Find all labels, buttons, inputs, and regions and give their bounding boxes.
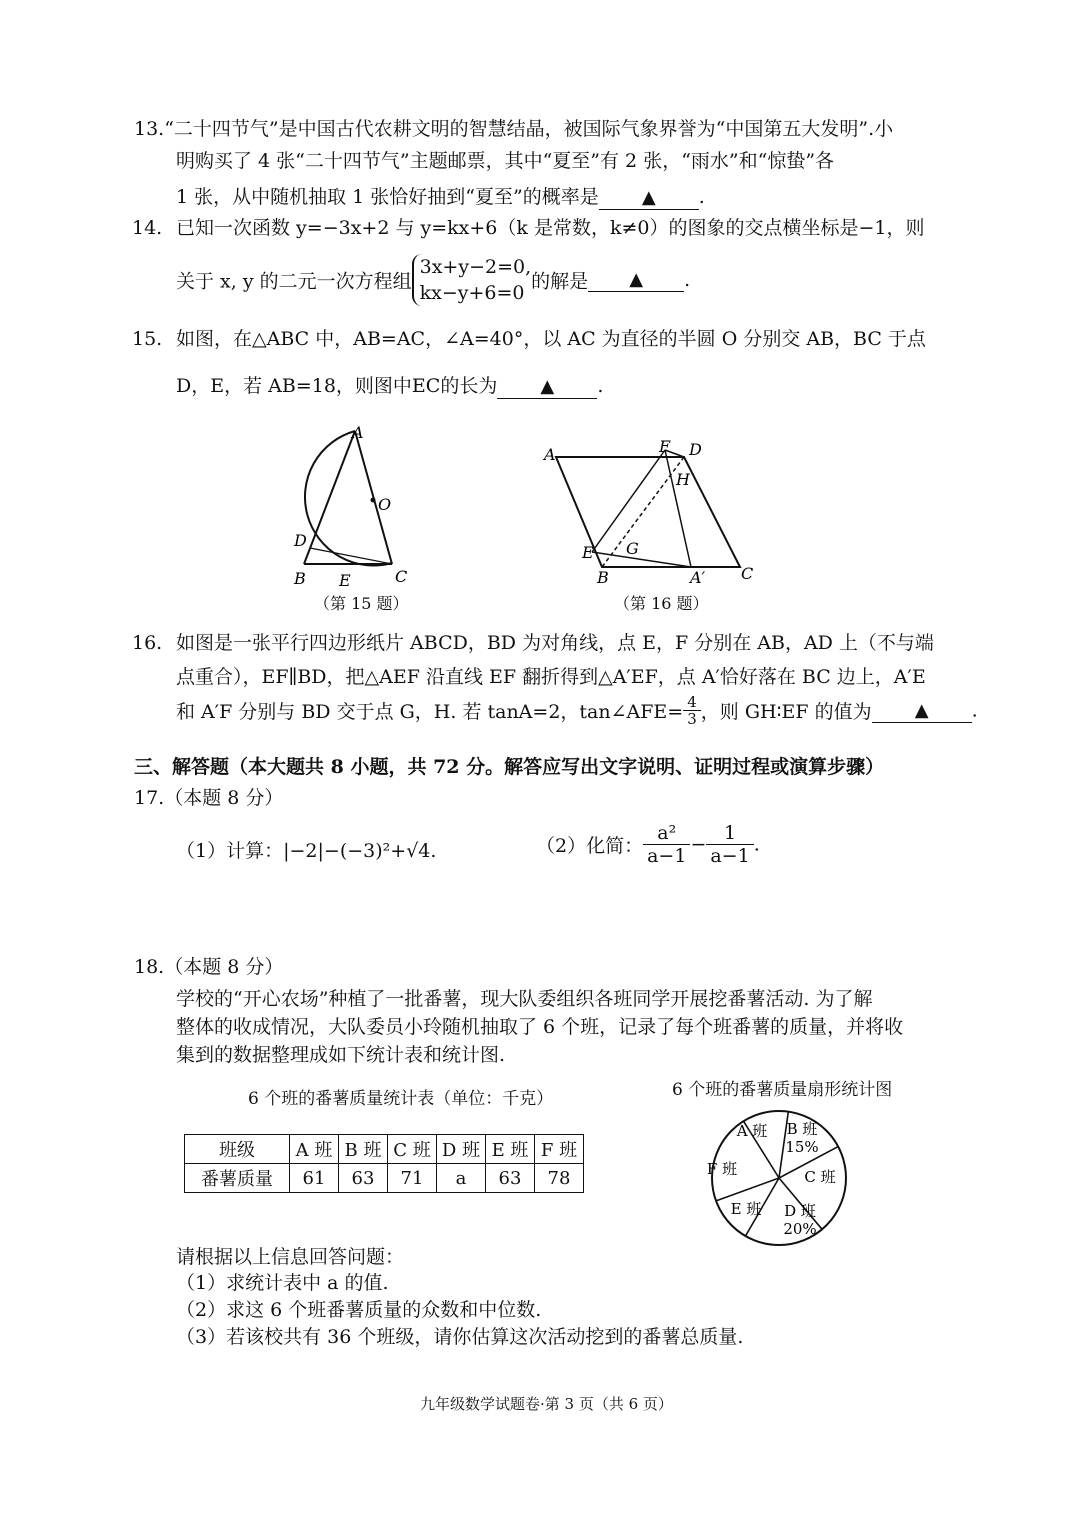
- label-b: B: [294, 569, 306, 588]
- q14-prefix: 关于 x, y 的二元一次方程组: [176, 270, 412, 293]
- table-cell: a: [437, 1164, 486, 1193]
- q16-line3-text-a: 和 A′F 分别与 BD 交于点 G，H. 若 tanA=2，tan∠AFE=: [176, 701, 684, 723]
- q14-equation-system: [412, 254, 532, 306]
- triangle-icon: ▲: [540, 376, 555, 397]
- triangle-icon: ▲: [629, 269, 644, 290]
- q16-fraction-numerator: 4: [683, 694, 701, 711]
- q18-line1: 学校的“开心农场”种植了一批番薯，现大队委组织各班同学开展挖番薯活动. 为了解: [176, 988, 873, 1010]
- q14-line2: 关于 x, y 的二元一次方程组 3x+y−2=0, kx−y+6=0 的解是 ▲ .: [176, 256, 691, 304]
- pie-slice-label: B 班: [786, 1120, 818, 1138]
- table-header-cell: D 班: [437, 1135, 486, 1164]
- page-footer: 九年级数学试题卷·第 3 页（共 6 页）: [420, 1395, 673, 1413]
- q17-fraction-2: [706, 822, 753, 867]
- center-point-o: [371, 498, 376, 503]
- label-o: O: [378, 495, 392, 514]
- label-d: D: [689, 440, 702, 459]
- q18-line3: 集到的数据整理成如下统计表和统计图.: [176, 1044, 506, 1066]
- q15-answer-blank: [497, 375, 597, 399]
- table-header-cell: B 班: [339, 1135, 388, 1164]
- q17-heading: 17.（本题 8 分）: [134, 787, 284, 809]
- q16-answer-blank: [872, 699, 972, 723]
- label-e: E: [339, 571, 351, 590]
- q18-prompt: 请根据以上信息回答问题：: [176, 1246, 405, 1268]
- q15-line2-text: D，E，若 AB=18，则图中EC的长为: [176, 375, 498, 397]
- table-cell: 番薯质量: [185, 1164, 290, 1193]
- label-h: H: [676, 470, 690, 489]
- table-header-cell: C 班: [388, 1135, 437, 1164]
- pie-slice-label: E 班: [730, 1200, 762, 1218]
- table-cell: 63: [339, 1164, 388, 1193]
- q14-eq2: kx−y+6=0: [419, 282, 525, 304]
- q18-subquestion-1: （1）求统计表中 a 的值.: [176, 1272, 389, 1294]
- q16-line2: 点重合），EF∥BD，把△AEF 沿直线 EF 翻折得到△A′EF，点 A′恰好落在 BC 边上，A′E: [176, 666, 926, 688]
- table-header-row: [185, 1135, 584, 1164]
- q15-line1: 如图，在△ABC 中，AB=AC，∠A=40°，以 AC 为直径的半圆 O 分别交 AB，BC 于点: [176, 328, 926, 350]
- label-a-prime: A′: [690, 568, 706, 587]
- label-b: B: [597, 568, 609, 587]
- q18-heading: 18.（本题 8 分）: [134, 956, 284, 978]
- pie-slice-label: A 班: [736, 1122, 768, 1140]
- section-3-heading: 三、解答题（本大题共 8 小题，共 72 分。解答应写出文字说明、证明过程或演算步骤）: [134, 756, 885, 778]
- table-cell: 71: [388, 1164, 437, 1193]
- pie-chart-title: 6 个班的番薯质量扇形统计图: [672, 1080, 893, 1100]
- q13-line3-text: 1 张，从中随机抽取 1 张恰好抽到“夏至”的概率是: [176, 186, 599, 208]
- q16-number: 16.: [132, 632, 163, 654]
- q16-line3: 和 A′F 分别与 BD 交于点 G，H. 若 tanA=2，tan∠AFE= $\frac{4}{3}$ ，则 GH∶EF 的值为 ▲ .: [176, 693, 978, 728]
- figure-15-caption: （第 15 题）: [314, 594, 409, 613]
- label-e: E: [582, 543, 594, 562]
- q16-fraction-denominator: 3: [687, 710, 697, 728]
- stats-table: [184, 1134, 584, 1193]
- table-header-cell: E 班: [486, 1135, 535, 1164]
- figure-16: [536, 430, 756, 590]
- q13-line2: 明购买了 4 张“二十四节气”主题邮票，其中“夏至”有 2 张，“雨水”和“惊蛰”各: [176, 150, 835, 172]
- q14-suffix: 的解是: [531, 270, 589, 293]
- q17-fraction-1-numerator: a²: [643, 822, 690, 845]
- pie-chart: [704, 1108, 854, 1248]
- label-a: A: [352, 423, 364, 442]
- q17-fraction-1: [643, 822, 690, 867]
- q13-line3: 1 张，从中随机抽取 1 张恰好抽到“夏至”的概率是 ▲ .: [176, 186, 705, 208]
- table-cell: 63: [486, 1164, 535, 1193]
- q16-fraction: [683, 694, 701, 727]
- label-a: A: [544, 445, 556, 464]
- q15-line2: D，E，若 AB=18，则图中EC的长为 ▲ .: [176, 375, 604, 397]
- q13-line1: 13.“二十四节气”是中国古代农耕文明的智慧结晶，被国际气象界誉为“中国第五大发明”.小: [134, 118, 894, 140]
- table-cell: 78: [535, 1164, 584, 1193]
- table-header-cell: 班级: [185, 1135, 290, 1164]
- q18-subquestion-3: （3）若该校共有 36 个班级，请你估算这次活动挖到的番薯总质量.: [176, 1326, 744, 1348]
- diagonal-bd: [602, 457, 684, 567]
- q17-period: .: [753, 833, 760, 856]
- figure-15: [282, 420, 442, 590]
- q17-fraction-1-denominator: a−1: [647, 845, 687, 867]
- label-c: C: [741, 564, 754, 583]
- table-cell: 61: [290, 1164, 339, 1193]
- q13-answer-blank: [599, 186, 699, 210]
- triangle-icon: ▲: [914, 699, 929, 721]
- q14-number: 14.: [132, 217, 163, 239]
- segment-fa2: [665, 450, 691, 567]
- q14-eq1: 3x+y−2=0,: [419, 256, 532, 278]
- segment-ef: [592, 450, 665, 552]
- label-g: G: [626, 539, 639, 558]
- triangle-icon: ▲: [641, 187, 656, 208]
- segment-ab: [304, 431, 355, 564]
- q16-line3-text-b: ，则 GH∶EF 的值为: [700, 701, 872, 723]
- q17-fraction-2-numerator: 1: [706, 822, 753, 845]
- q15-number: 15.: [132, 328, 163, 350]
- q17-minus: −: [690, 833, 707, 856]
- stats-table-title: 6 个班的番薯质量统计表（单位：千克）: [248, 1089, 554, 1109]
- q14-line1: 已知一次函数 y=−3x+2 与 y=kx+6（k 是常数，k≠0）的图象的交点横坐标是−1，则: [176, 217, 925, 239]
- q18-line2: 整体的收成情况，大队委员小玲随机抽取了 6 个班，记录了每个班番薯的质量，并将收: [176, 1016, 904, 1038]
- q18-subquestion-2: （2）求这 6 个班番薯质量的众数和中位数.: [176, 1299, 542, 1321]
- q17-fraction-2-denominator: a−1: [710, 845, 750, 867]
- q14-answer-blank: [588, 268, 684, 292]
- pie-slice-label: D 班: [784, 1202, 816, 1220]
- q17-part2: [536, 822, 760, 867]
- figure-16-caption: （第 16 题）: [614, 594, 709, 613]
- pie-slice-label: F 班: [706, 1160, 738, 1178]
- label-f: F: [659, 437, 671, 456]
- pie-slice-label: C 班: [804, 1168, 836, 1186]
- q17-part1: （1）计算：|−2|−(−3)²+√4.: [176, 840, 437, 862]
- q16-line1: 如图是一张平行四边形纸片 ABCD，BD 为对角线，点 E，F 分别在 AB，AD 上（不与端: [176, 632, 934, 654]
- label-d: D: [294, 531, 307, 550]
- pie-slice-percent: 20%: [783, 1220, 817, 1238]
- q17-part2-label: （2）化简：: [536, 835, 644, 857]
- table-header-cell: F 班: [535, 1135, 584, 1164]
- pie-slice-percent: 15%: [785, 1138, 819, 1156]
- label-c: C: [395, 567, 408, 586]
- table-header-cell: A 班: [290, 1135, 339, 1164]
- table-row: [185, 1164, 584, 1193]
